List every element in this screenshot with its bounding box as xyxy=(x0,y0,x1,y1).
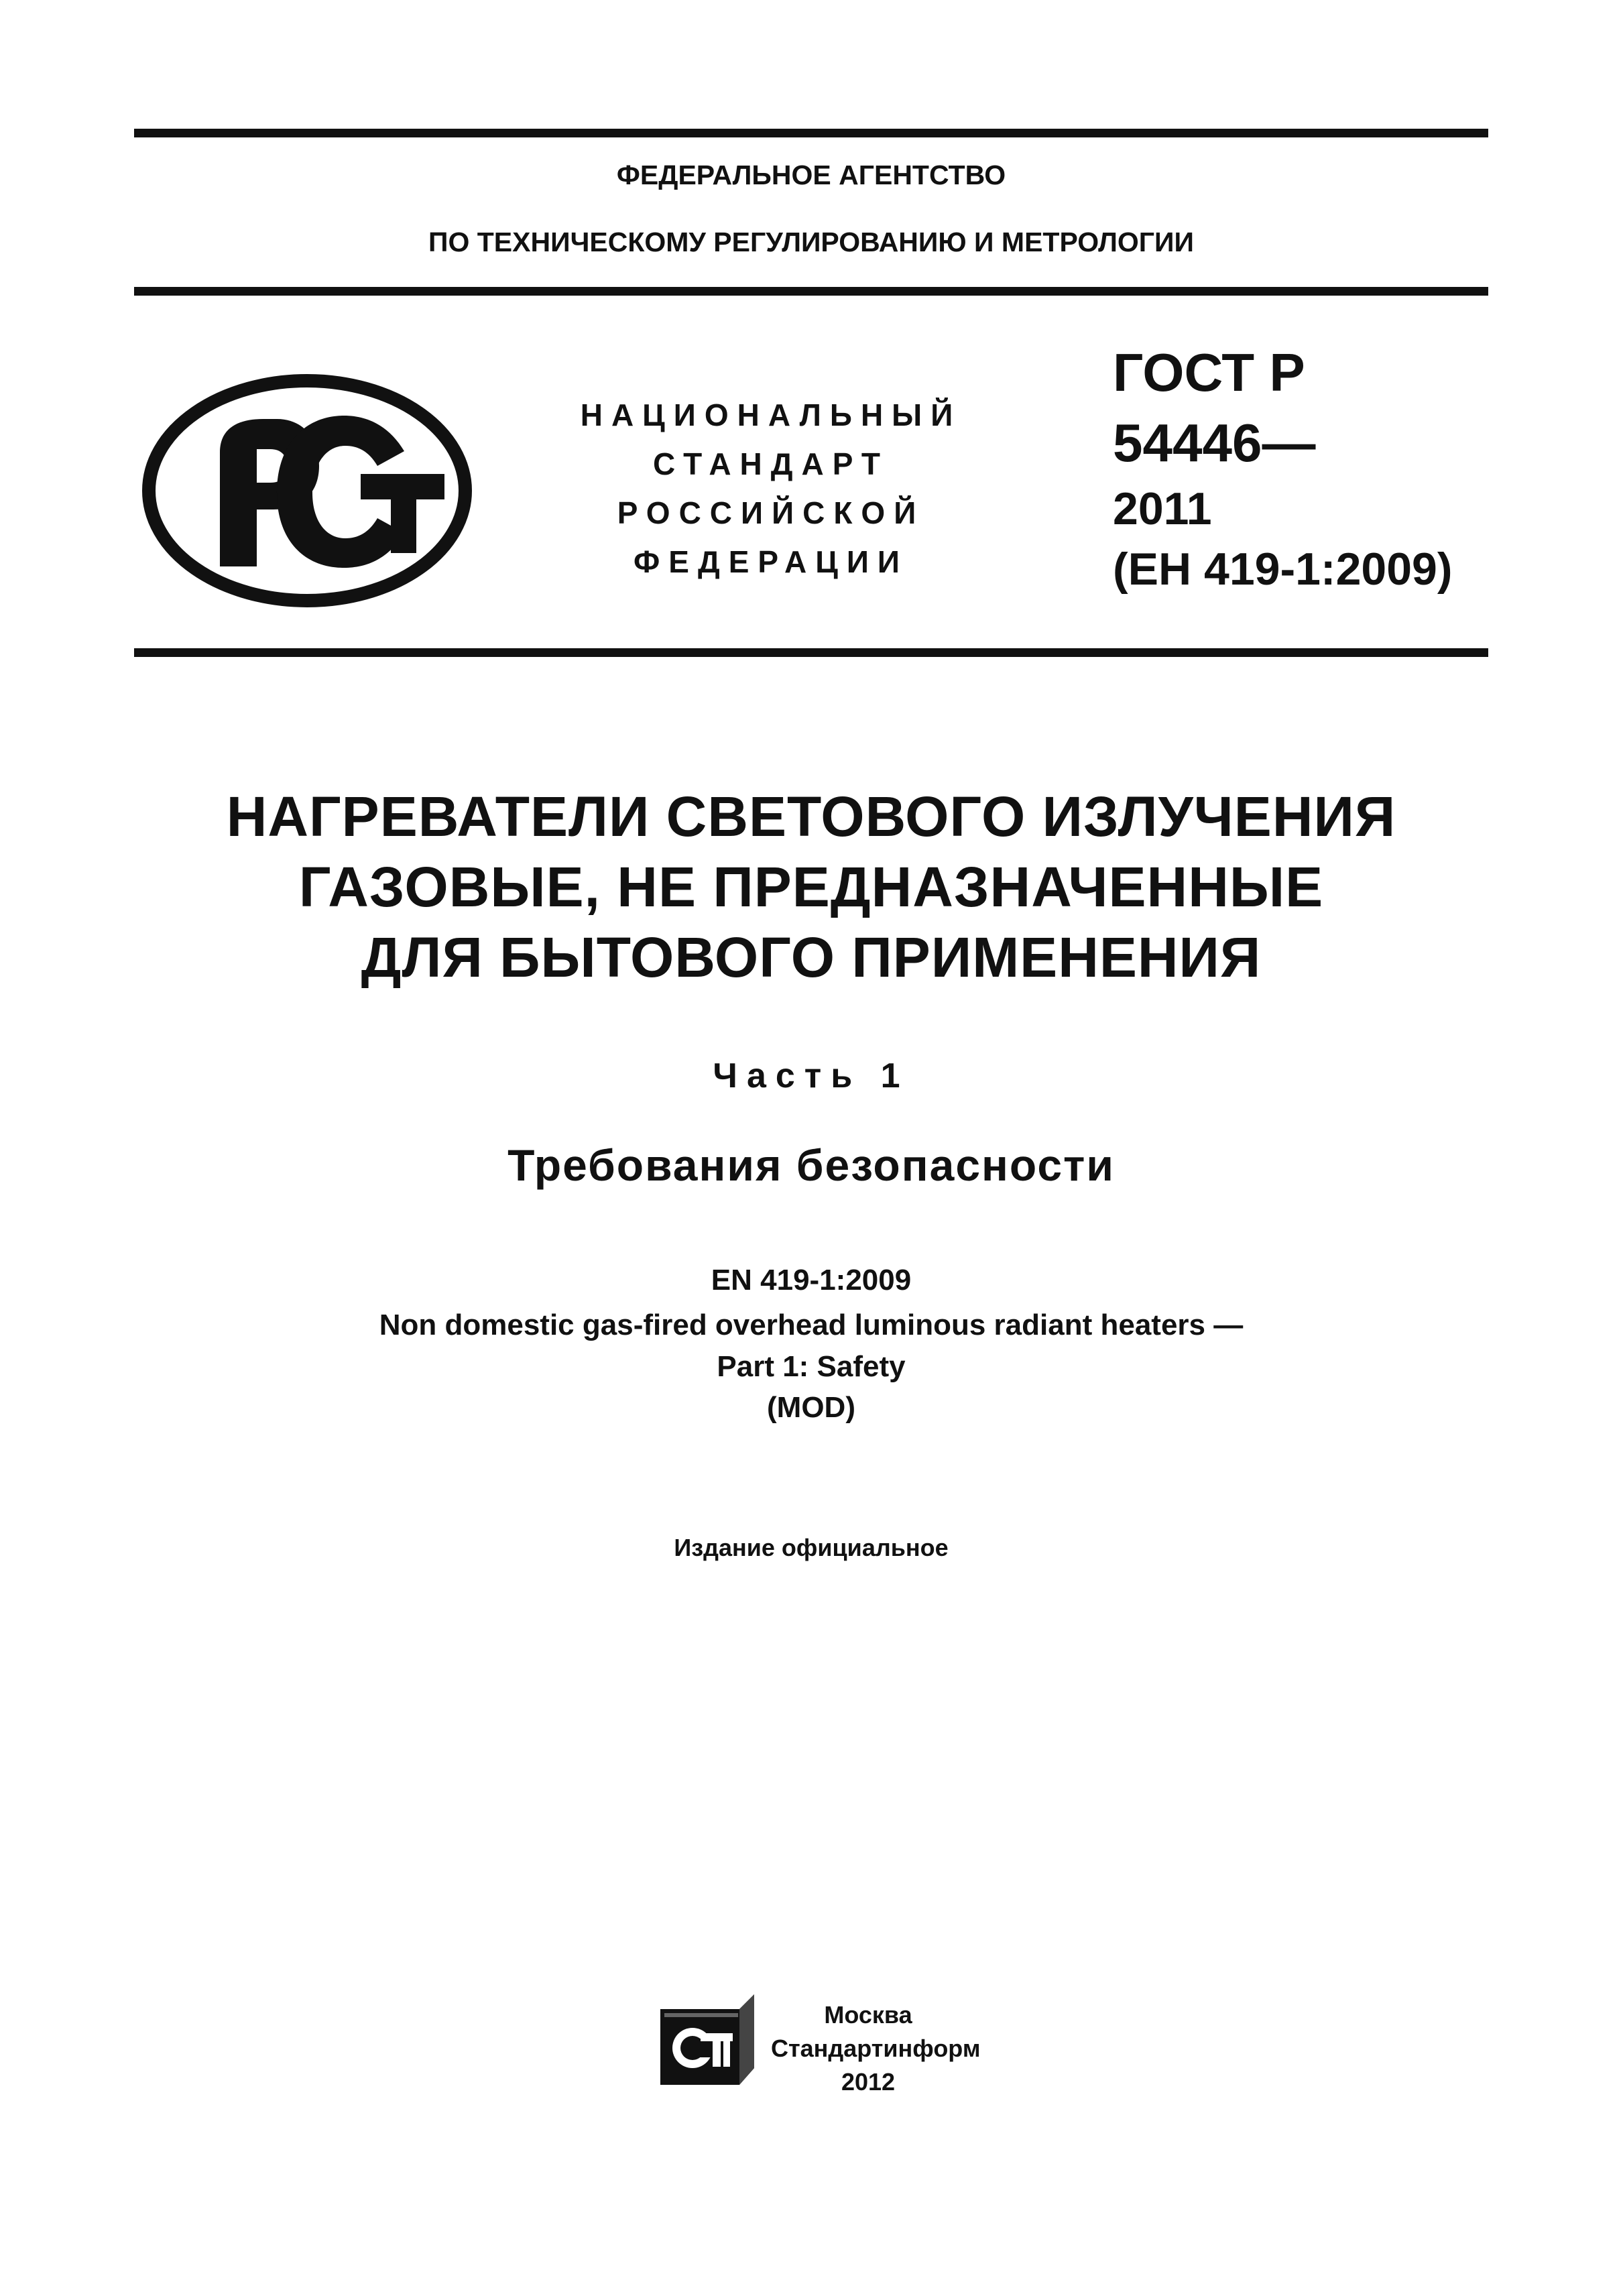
part-label: Часть 1 xyxy=(713,1056,910,1095)
publisher-city: Москва xyxy=(824,2001,912,2029)
agency-bottom-rule xyxy=(134,287,1488,296)
source-standard-part: Part 1: Safety xyxy=(717,1350,906,1383)
source-standard-degree: (MOD) xyxy=(767,1391,855,1424)
designation-year: 2011 xyxy=(1113,483,1212,534)
national-standard-line-4: ФЕДЕРАЦИИ xyxy=(634,544,908,579)
designation-en-reference: (ЕН 419-1:2009) xyxy=(1113,544,1453,595)
edition-note: Издание официальное xyxy=(674,1534,949,1561)
publisher-year: 2012 xyxy=(841,2068,896,2096)
agency-name-line-2: ПО ТЕХНИЧЕСКОМУ РЕГУЛИРОВАНИЮ И МЕТРОЛОГИИ xyxy=(428,227,1194,257)
designation-gost-r: ГОСТ Р xyxy=(1113,343,1305,402)
designation-number: 54446— xyxy=(1113,413,1316,473)
rst-certification-mark-icon xyxy=(139,372,475,610)
standartinform-logo-icon xyxy=(660,1994,754,2085)
source-standard-title: Non domestic gas-fired overhead luminous radiant heaters — xyxy=(379,1309,1244,1341)
top-rule xyxy=(134,129,1488,137)
header-bottom-rule xyxy=(134,648,1488,657)
national-standard-line-3: РОССИЙСКОЙ xyxy=(617,495,925,530)
source-standard-code: EN 419-1:2009 xyxy=(711,1264,912,1296)
national-standard-line-1: НАЦИОНАЛЬНЫЙ xyxy=(580,398,962,432)
part-subtitle: Требования безопасности xyxy=(507,1140,1115,1190)
agency-name-line-1: ФЕДЕРАЛЬНОЕ АГЕНТСТВО xyxy=(616,160,1006,190)
document-title-line-2: ГАЗОВЫЕ, НЕ ПРЕДНАЗНАЧЕННЫЕ xyxy=(298,855,1324,918)
document-title-line-1: НАГРЕВАТЕЛИ СВЕТОВОГО ИЗЛУЧЕНИЯ xyxy=(226,785,1396,848)
document-title-line-3: ДЛЯ БЫТОВОГО ПРИМЕНЕНИЯ xyxy=(361,926,1262,989)
publisher-name: Стандартинформ xyxy=(771,2035,981,2062)
national-standard-line-2: СТАНДАРТ xyxy=(653,446,889,481)
